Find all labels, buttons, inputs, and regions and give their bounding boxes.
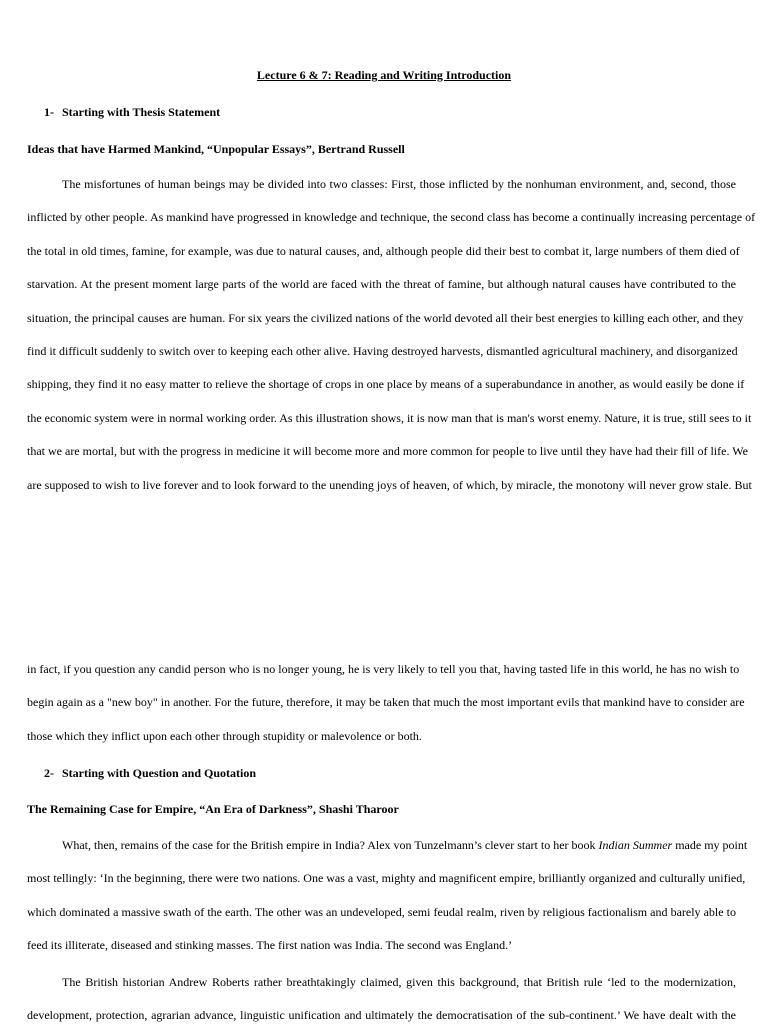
section-1-heading-text: Starting with Thesis Statement [62, 105, 221, 119]
paragraph-line: shipping, they find it no easy matter to relieve the shortage of crops in one place by means of a superabundance in another, as would easily be done if [27, 377, 745, 392]
paragraph-line: that we are mortal, but with the progress in medicine it will become more and more common for people to live until they have had their fill of life. We [27, 444, 748, 459]
paragraph-line: begin again as a "new boy" in another. For the future, therefore, it may be taken that much the most important evils that mankind have to consider are [27, 695, 745, 710]
paragraph-text: made my point [672, 838, 748, 852]
paragraph-line: most tellingly: ‘In the beginning, there were two nations. One was a vast, mighty and magnificent empire, brilliantly organized and culturally unified, [27, 871, 746, 886]
paragraph-line: starvation. At the present moment large parts of the world are faced with the threat of famine, but although natural causes have contributed to the [27, 277, 736, 292]
paragraph-line: situation, the principal causes are human. For six years the civilized nations of the world devoted all their best energies to killing each other, and they [27, 310, 744, 325]
section-1-heading [44, 105, 220, 120]
section-1-paragraph-a [27, 168, 756, 502]
paragraph-line: which dominated a massive swath of the earth. The other was an undeveloped, semi feudal realm, riven by religious factionalism and barely able to [27, 904, 736, 919]
book-title: Indian Summer [598, 838, 673, 852]
section-2-number: 2- [44, 766, 54, 780]
section-2-heading [44, 766, 256, 781]
paragraph-line: are supposed to wish to live forever and to look forward to the unending joys of heaven, of which, by miracle, the monotony will never grow stale. But [27, 477, 752, 492]
section-2-paragraph-b [27, 966, 736, 1033]
paragraph-text: What, then, remains of the case for the British empire in India? Alex von Tunzelmann’s clever start to her book [62, 838, 599, 852]
paragraph-line: The British historian Andrew Roberts rather breathtakingly claimed, given this background, that British rule ‘led to the modernization, [62, 975, 736, 989]
section-2-paragraph-a [27, 829, 748, 963]
section-1-number: 1- [44, 105, 54, 119]
paragraph-line: inflicted by other people. As mankind have progressed in knowledge and technique, the second class has become a continually increasing percentage of [27, 210, 756, 225]
section-1-subtitle: Ideas that have Harmed Mankind, “Unpopular Essays”, Bertrand Russell [27, 142, 405, 156]
paragraph-line: development, protection, agrarian advance, linguistic unification and ultimately the democratisation of the sub-continent.’ We have dealt with the [27, 1008, 736, 1023]
paragraph-line: those which they inflict upon each other through stupidity or malevolence or both. [27, 728, 422, 743]
paragraph-line: the economic system were in normal working order. As this illustration shows, it is now man that is man's worst enemy. Nature, it is true, still sees to it [27, 410, 752, 425]
section-2-heading-text: Starting with Question and Quotation [62, 766, 257, 780]
section-1-paragraph-b [27, 653, 745, 753]
section-2-subtitle: The Remaining Case for Empire, “An Era of Darkness”, Shashi Tharoor [27, 802, 399, 816]
paragraph-line: The misfortunes of human beings may be divided into two classes: First, those inflicted by the nonhuman environment, and, second, those [62, 177, 736, 191]
paragraph-line: the total in old times, famine, for example, was due to natural causes, and, although people did their best to combat it, large numbers of them died of [27, 243, 740, 258]
paragraph-line: in fact, if you question any candid person who is no longer young, he is very likely to tell you that, having tasted life in this world, he has no wish to [27, 662, 740, 676]
page-title: Lecture 6 & 7: Reading and Writing Introduction [256, 68, 512, 82]
paragraph-line: find it difficult suddenly to switch over to keeping each other alive. Having destroyed harvests, dismantled agricultural machinery, and disorganized [27, 344, 738, 359]
paragraph-line [27, 829, 748, 862]
paragraph-line: feed its illiterate, diseased and stinking masses. The first nation was India. The second was England.’ [27, 938, 513, 953]
